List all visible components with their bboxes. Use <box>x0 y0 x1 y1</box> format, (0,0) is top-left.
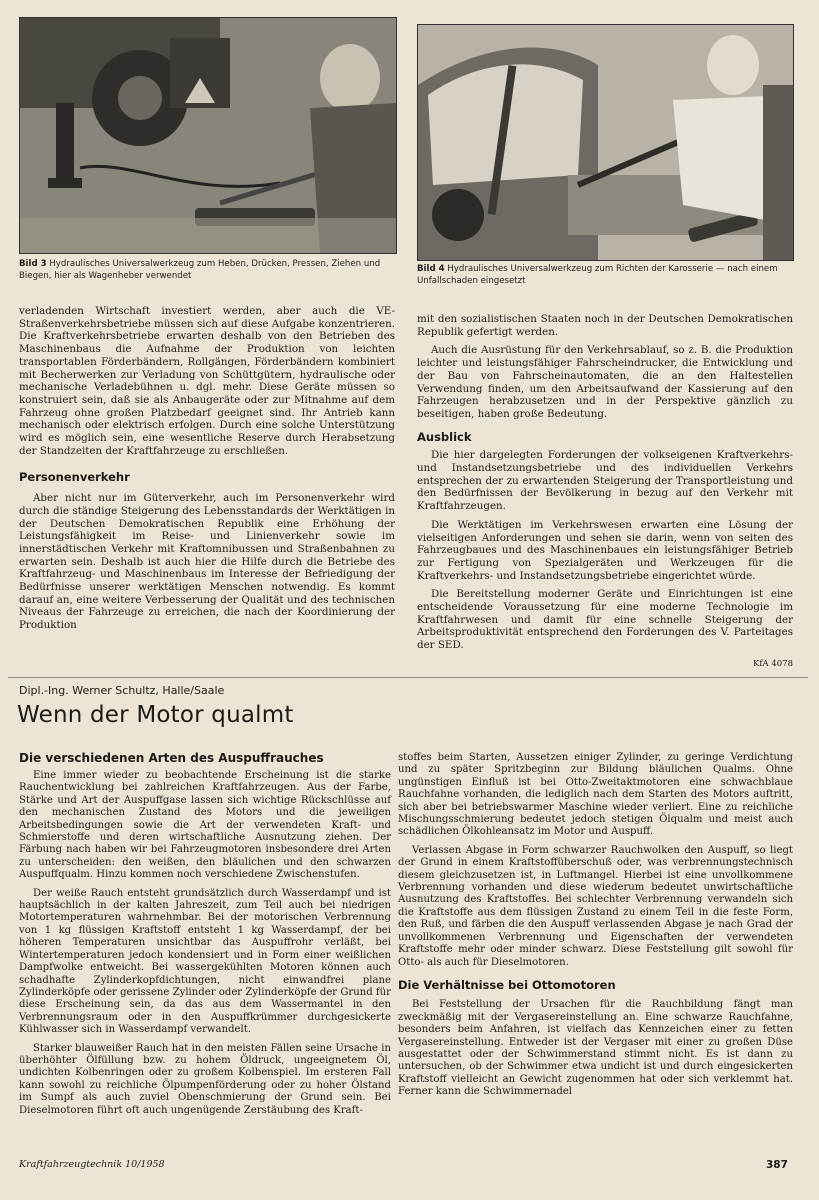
photo-illustration-jack <box>20 18 396 253</box>
subheading-ausblick: Ausblick <box>417 429 472 444</box>
figure-caption-text: Hydraulisches Universalwerkzeug zum Heben, Drücken, Pressen, Ziehen und Biegen, hier als Wagenheber verwendet <box>19 259 381 281</box>
photo-hydraulic-jack <box>19 17 397 254</box>
upper-right-column <box>417 313 793 671</box>
paragraph: Auch die Ausrüstung für den Verkehrsablauf, so z. B. die Produktion leichter und leistungsfähiger Fahrscheindrucker, die Entwicklung und der Bau von Fahrscheinautomaten, die an den Haltestellen Verwendung finden, um den Arbeitsaufwand der Kassierung auf den Fahrzeugen herabzusetzen und in der Perspektive gänzlich zu beseitigen, haben große Bedeutung. <box>417 344 793 420</box>
article-title: Wenn der Motor qualmt <box>17 702 294 728</box>
figure-caption-4 <box>417 263 793 287</box>
journal-footer: Kraftfahrzeugtechnik 10/1958 <box>19 1159 165 1170</box>
section-heading-ottomotoren: Die Verhältnisse bei Ottomotoren <box>398 977 616 992</box>
paragraph: verladenden Wirtschaft investiert werden, aber auch die VE-Straßenverkehrsbetriebe müssen sich auf diese Aufgabe konzentrieren. Die Kraftverkehrsbetriebe erwarten deshalb von den Betrieben des Maschinenbaus die Aufnahme der Produktion von leichten transportablen Förderbändern, Rollgängen, Förderbändern kombiniert mit Becherwerken zur Verladung von Schüttgütern, hydraulische oder mechanische Verladebühnen u. dgl. mehr. Diese Geräte müssen so konstruiert sein, daß sie als Anbaugeräte oder zur Mitnahme auf dem Fahrzeug ohne großen Platzbedarf geeignet sind. Ihr Antrieb kann mechanisch oder elektrisch erfolgen. Durch eine solche Unterstützung wird es möglich sein, eine wesentliche Reserve durch Herabsetzung der Standzeiten der Kraftfahrzeuge zu erschließen. <box>19 305 395 457</box>
lower-left-column <box>19 770 391 1123</box>
paragraph: stoffes beim Starten, Aussetzen einiger Zylinder, zu geringe Verdichtung und zu später Spritzbeginn zur Bildung bläulichen Qualms. Ohne ungünstigen Einfluß ist bei Otto-Zweitaktmotoren eine schwachblaue Rauchfahne vorhanden, die lediglich nach dem Starten des Motors auftritt, sich aber bei betriebswarmer Maschine wieder verliert. Eine zu reichliche Mischungsschmierung bedeutet jedoch stetigen Ölqualm und meist auch schädlichen Ölkohleansatz im Motor und Auspuff. <box>398 752 793 838</box>
paragraph: Aber nicht nur im Güterverkehr, auch im Personenverkehr wird durch die ständige Steigerung des Lebensstandards der Werktätigen in der Deutschen Demokratischen Republik eine Erhöhung der Leistungsfähigkeit im Reise- und Linienverkehr sowie im innerstädtischen Verkehr mit Kraftomnibussen und Straßenbahnen zu erwarten sein. Deshalb ist auch hier die Hilfe durch die Betriebe des Kraftfahrzeug- und Maschinenbaus im Interesse der Befriedigung der Bedürfnisse unserer werktätigen Menschen notwendig. Es kommt darauf an, eine weitere Verbesserung der Qualität und des technischen Niveaus der Fahrzeuge zu erreichen, die nach der Koordinierung der Produktion <box>19 492 395 632</box>
article-author: Dipl.-Ing. Werner Schultz, Halle/Saale <box>19 684 225 697</box>
lower-right-column <box>398 752 793 1105</box>
figure-label: Bild 3 <box>19 259 47 269</box>
figure-label: Bild 4 <box>417 264 445 274</box>
figure-caption-3 <box>19 258 397 282</box>
paragraph: Die Werktätigen im Verkehrswesen erwarten eine Lösung der vielseitigen Anforderungen und sehen sie darin, wenn von seiten des Fahrzeugbaues und des Maschinenbaues ein leistungsfähiger Betrieb zur Fertigung von Spezialgeräten und Werkzeugen für die Kraftverkehrs- und Instandsetzungsbetriebe eingerichtet würde. <box>417 518 793 582</box>
paragraph: Der weiße Rauch entsteht grundsätzlich durch Wasserdampf und ist hauptsächlich in der kalten Jahreszeit, zum Teil auch bei niedrigen Motortemperaturen wahrnehmbar. Bei der motorischen Verbrennung von 1 kg flüssigen Kraftstoff entsteht 1 kg Wasserdampf, der bei höheren Temperaturen unsichtbar das Auspuffrohr verläßt, bei Wintertemperaturen jedoch kondensiert und in Form einer weißlichen Dampfwolke entweicht. Bei wassergekühlten Motoren können auch schadhafte Zylinderkopfdichtungen, nicht einwandfrei plane Zylinderköpfe oder gerissene Zylinder oder Zylinderköpfe der Grund für diese Erscheinung sein, da das aus dem Wassermantel in den Verbrennungsraum oder in den Auspuffkrümmer durchgesickerte Kühlwasser sich in Wasserdampf verwandelt. <box>19 887 391 1036</box>
paragraph: Starker blauweißer Rauch hat in den meisten Fällen seine Ursache in überhöhter Ölfüllung bzw. zu hohem Öldruck, ungeeignetem Öl, undichten Kolbenringen oder zu großem Kolbenspiel. Im ersteren Fall kann sowohl zu reichliche Ölpumpenförderung oder zu hoher Ölstand im Sumpf als auch zuviel Obenschmierung der Grund sein. Bei Dieselmotoren führt oft auch ungenügende Zerstäubung des Kraft- <box>19 1042 391 1116</box>
paragraph: Eine immer wieder zu beobachtende Erscheinung ist die starke Rauchentwicklung bei zahlreichen Kraftfahrzeugen. Aus der Farbe, Stärke und Art der Auspuffgase lassen sich wichtige Rückschlüsse auf den mechanischen Zustand des Motors und die jeweiligen Arbeitsbedingungen sowie die Art der verwendeten Kraft- und Schmierstoffe und deren wirtschaftliche Ausnutzung ziehen. Der Färbung nach haben wir bei Fahrzeugmotoren insbesondere drei Arten zu unterscheiden: den weißen, den bläulichen und den schwarzen Auspuffqualm. Hinzu kommen noch verschiedene Zwischenstufen. <box>19 770 391 881</box>
page-number: 387 <box>766 1159 788 1171</box>
article-code: KfA 4078 <box>753 658 793 669</box>
photo-illustration-body-repair <box>418 25 793 260</box>
paragraph: Die hier dargelegten Forderungen der volkseigenen Kraftverkehrs- und Instandsetzungsbetriebe und des individuellen Verkehrs entsprechen der zu erwartenden Steigerung der Transportleistung und den Bedürfnissen der Bevölkerung in bezug auf den Verkehr mit Kraftfahrzeugen. <box>417 449 793 513</box>
section-divider <box>8 677 808 678</box>
upper-left-column <box>19 305 395 638</box>
figure-caption-text: Hydraulisches Universalwerkzeug zum Richten der Karosserie — nach einem Unfallschaden eingesetzt <box>417 264 778 286</box>
subheading-personenverkehr: Personenverkehr <box>19 470 130 485</box>
paragraph: mit den sozialistischen Staaten noch in der Deutschen Demokratischen Republik gefertigt werden. <box>417 313 793 338</box>
paragraph: Verlassen Abgase in Form schwarzer Rauchwolken den Auspuff, so liegt der Grund in einem Kraftstoffüberschuß oder, was verbrennungstechnisch diesem gleichzusetzen ist, in Luftmangel. Hierbei ist eine unvollkommene Verbrennung vorhanden und diese wiederum bedeutet unwirtschaftliche Ausnutzung des Kraftstoffes. Bei schlechter Verbrennung verwandeln sich die Kraftstoffe aus dem flüssigen Zustand zu einem Teil in die feste Form, den Ruß, und färben die den Auspuff verlassenden Abgase je nach Grad der unvollkommenen Verbrennung und Eigenschaften der verwendeten Kraftstoffe mehr oder minder schwarz. Diese Feststellung gilt sowohl für Otto- als auch für Dieselmotoren. <box>398 844 793 968</box>
paragraph: Bei Feststellung der Ursachen für die Rauchbildung fängt man zweckmäßig mit der Vergasereinstellung an. Eine schwarze Rauchfahne, besonders beim Anfahren, ist vielfach das Kennzeichen einer zu fetten Vergasereinstellung. Entweder ist der Vergaser mit einer zu großen Düse ausgestattet oder der Schwimmerstand stimmt nicht. Es ist dann zu untersuchen, ob der Schwimmer etwa undicht ist und durch eingesickerten Kraftstoff vielleicht an Gewicht zugenommen hat oder sich verklemmt hat. Ferner kann die Schwimmernadel <box>398 999 793 1098</box>
paragraph: Die Bereitstellung moderner Geräte und Einrichtungen ist eine entscheidende Voraussetzung für eine moderne Technologie im Kraftfahrwesen und damit für eine schnelle Steigerung der Arbeitsproduktivität entsprechend den Forderungen des V. Parteitages der SED. <box>417 588 793 652</box>
section-heading-auspuffrauch: Die verschiedenen Arten des Auspuffrauches <box>19 751 324 765</box>
photo-body-straightening <box>417 24 794 261</box>
